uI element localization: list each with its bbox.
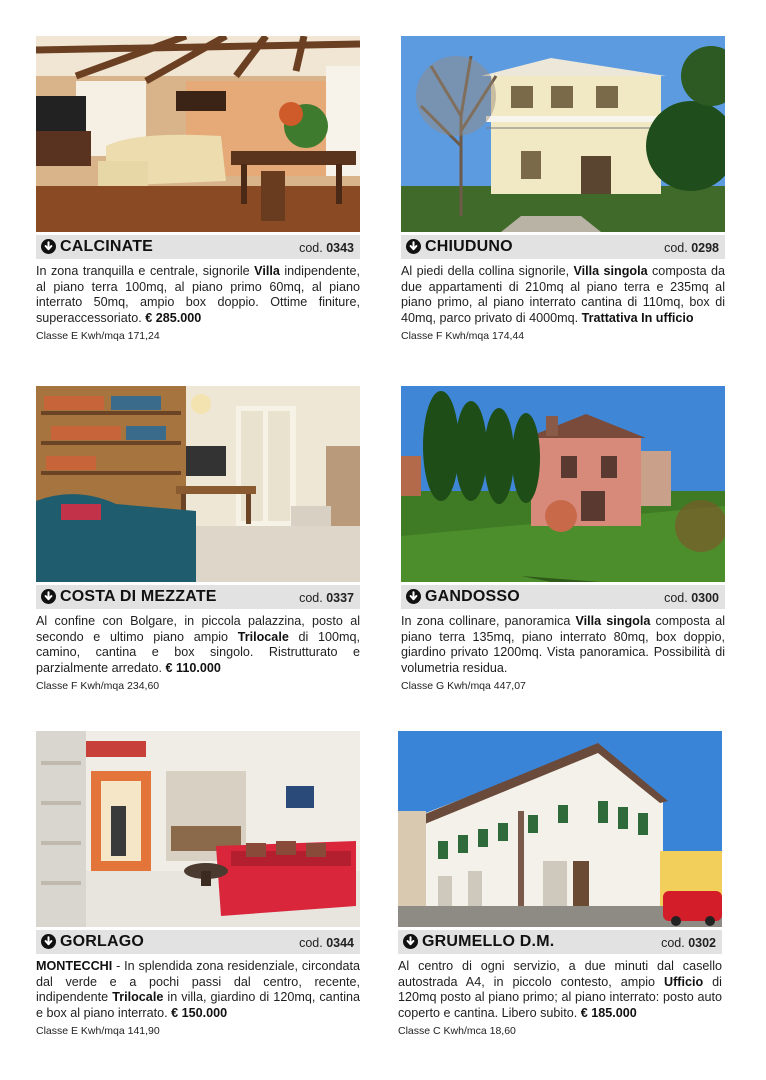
listing-town: GRUMELLO D.M. bbox=[422, 933, 555, 950]
listing-description-text bbox=[401, 614, 725, 676]
description-highlight: Villa bbox=[254, 264, 280, 278]
energy-class: Classe F Kwh/mqa 174,44 bbox=[401, 330, 525, 343]
listing-town: CHIUDUNO bbox=[425, 238, 513, 255]
listing-code: cod. 0337 bbox=[299, 591, 354, 605]
energy-class: Classe C Kwh/mca 18,60 bbox=[398, 1025, 516, 1038]
description-highlight: Trilocale bbox=[237, 629, 289, 644]
listing-photo-villa-garden[interactable] bbox=[401, 386, 725, 582]
listing-title-bar bbox=[401, 235, 725, 259]
listing-photo-apartment-interior[interactable] bbox=[36, 386, 360, 582]
listing-title-bar bbox=[36, 585, 360, 609]
listing-description-text bbox=[398, 959, 722, 1021]
listing-code: cod. 0300 bbox=[664, 591, 719, 605]
description-segment: - In splendida zona residenziale, circondata dal verde e a pochi passi dal centro, recente, indipendente bbox=[36, 959, 360, 1005]
listing-town: GANDOSSO bbox=[425, 588, 520, 605]
listing-town: CALCINATE bbox=[60, 238, 154, 255]
energy-class: Classe F Kwh/mqa 234,60 bbox=[36, 680, 160, 693]
listing-photo-living-room-red-sofa[interactable] bbox=[36, 731, 360, 927]
listing-description bbox=[401, 264, 725, 343]
description-segment: Al centro di ogni servizio, a due minuti dal casello autostrada A4, in piccolo contesto, ampio bbox=[398, 959, 722, 989]
circle-arrow-down-icon bbox=[406, 589, 421, 604]
listing-title-bar bbox=[36, 930, 360, 954]
listing-description bbox=[401, 614, 725, 693]
description-segment: composta da due appartamenti di 210mq al piano terra e 235mq al piano primo, al piano interrato cantina di 110mq, box di 40mq, parco privato di 4000mq. bbox=[401, 264, 726, 325]
listing-title-bar bbox=[36, 235, 360, 259]
description-segment: In zona collinare, panoramica bbox=[401, 614, 576, 628]
description-segment: in villa, giardino di 120mq, cantina e box al piano interrato. bbox=[36, 990, 361, 1020]
description-segment: indipendente, al piano terra 100mq, al piano primo 60mq, al piano interrato 50mq, ampio box doppio. Ottime finiture, superaccessoriato. bbox=[36, 264, 360, 325]
description-segment: di 120mq posto al piano primo; al piano interrato: posto auto coperto e cantina. Libero subito. bbox=[398, 974, 722, 1020]
listing-title-bar bbox=[398, 930, 722, 954]
description-segment: composta al piano terra 135mq, piano interrato 80mq, box doppio, giardino privato 1200mq. Vista panoramica. Possibilità di volumetria residua. bbox=[401, 614, 725, 675]
description-highlight: Villa singola bbox=[575, 614, 651, 628]
listing-description bbox=[36, 959, 360, 1038]
description-highlight: Villa singola bbox=[573, 264, 648, 278]
circle-arrow-down-icon bbox=[41, 589, 56, 604]
listing-town: GORLAGO bbox=[60, 933, 145, 950]
listing-photo-living-room[interactable] bbox=[36, 36, 360, 232]
listing-description bbox=[398, 959, 722, 1038]
description-highlight: € 185.000 bbox=[580, 1005, 637, 1020]
description-highlight: € 110.000 bbox=[165, 660, 221, 675]
circle-arrow-down-icon bbox=[403, 934, 418, 949]
description-highlight: Trattativa In ufficio bbox=[581, 310, 694, 325]
circle-arrow-down-icon bbox=[41, 239, 56, 254]
description-highlight: Trilocale bbox=[112, 990, 164, 1005]
listing-description bbox=[36, 264, 360, 343]
description-segment: di 100mq, camino, cantina e box singolo. Ristrutturato e parzialmente arredato. bbox=[36, 629, 360, 675]
listing-description-text bbox=[36, 614, 360, 676]
description-highlight: € 150.000 bbox=[171, 1005, 228, 1020]
description-highlight: MONTECCHI bbox=[36, 959, 113, 973]
description-segment: In zona tranquilla e centrale, signorile bbox=[36, 264, 255, 278]
listing-code: cod. 0298 bbox=[664, 241, 719, 255]
listing-code: cod. 0302 bbox=[661, 936, 716, 950]
listing-description-text bbox=[36, 264, 360, 326]
listing-photo-office-building[interactable] bbox=[398, 731, 722, 927]
listing-description-text bbox=[36, 959, 360, 1021]
listing-description-text bbox=[401, 264, 725, 326]
listing-title-bar bbox=[401, 585, 725, 609]
listing-photo-villa-exterior[interactable] bbox=[401, 36, 725, 232]
energy-class: Classe G Kwh/mqa 447,07 bbox=[401, 680, 526, 693]
listing-description bbox=[36, 614, 360, 693]
description-segment: Al confine con Bolgare, in piccola palazzina, posto al secondo e ultimo piano ampio bbox=[36, 614, 360, 644]
listing-code: cod. 0343 bbox=[299, 241, 354, 255]
energy-class: Classe E Kwh/mqa 141,90 bbox=[36, 1025, 160, 1038]
description-highlight: Ufficio bbox=[664, 974, 704, 989]
description-segment: Al piedi della collina signorile, bbox=[401, 264, 574, 278]
energy-class: Classe E Kwh/mqa 171,24 bbox=[36, 330, 160, 343]
description-highlight: € 285.000 bbox=[145, 310, 202, 325]
listing-town: COSTA DI MEZZATE bbox=[60, 588, 217, 605]
circle-arrow-down-icon bbox=[406, 239, 421, 254]
circle-arrow-down-icon bbox=[41, 934, 56, 949]
listing-code: cod. 0344 bbox=[299, 936, 354, 950]
